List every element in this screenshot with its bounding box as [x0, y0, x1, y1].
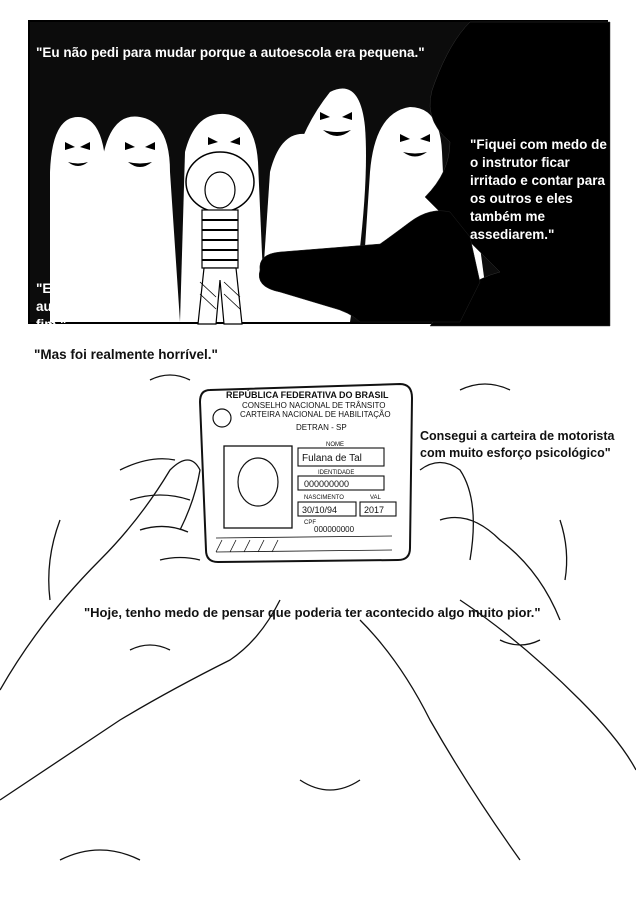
card-header-1: REPÚBLICA FEDERATIVA DO BRASIL	[226, 390, 389, 400]
caption-license: Consegui a carteira de motorista com muito esforço psicológico"	[420, 429, 615, 460]
caption-top-right: "Fiquei com medo de o instrutor ficar irritado e contar para os outros e eles também me assediarem."	[470, 137, 607, 242]
license-card	[200, 384, 412, 562]
nascimento-value: 30/10/94	[302, 505, 338, 515]
nome-value: Fulana de Tal	[302, 453, 362, 464]
card-header-4: DETRAN - SP	[296, 423, 347, 432]
caption-top-left: "Eu não pedi para mudar porque a autoescola era pequena."	[36, 45, 425, 60]
caption-bottom: "Hoje, tenho medo de pensar que poderia ter acontecido algo muito pior."	[84, 605, 541, 620]
validade-value: 2017	[364, 505, 385, 515]
caption-mid: "Mas foi realmente horrível."	[34, 347, 218, 362]
nome-label: NOME	[326, 442, 344, 448]
caption-bottom-left: "Então, eu fiz as aulas com ele até o fim."	[36, 281, 160, 332]
cpf-label: CPF	[304, 520, 316, 526]
cpf-value: 000000000	[314, 525, 355, 534]
face-portrait	[238, 458, 278, 506]
nascimento-label: NASCIMENTO	[304, 495, 344, 501]
identidade-label: IDENTIDADE	[318, 470, 355, 476]
card-header-3: CARTEIRA NACIONAL DE HABILITAÇÃO	[240, 410, 391, 419]
validade-label: VAL	[370, 495, 381, 501]
card-header-2: CONSELHO NACIONAL DE TRÂNSITO	[242, 401, 386, 410]
identidade-value: 000000000	[304, 479, 350, 489]
